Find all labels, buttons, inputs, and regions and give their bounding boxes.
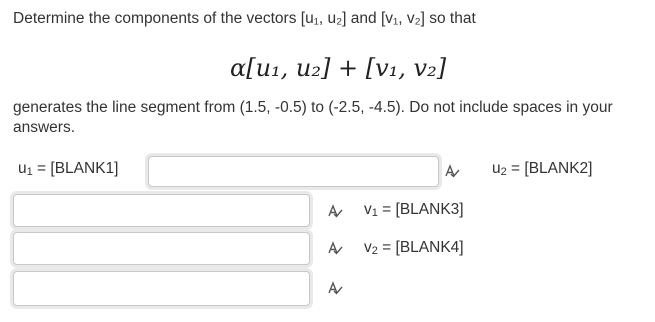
formula-plus: +	[338, 54, 359, 82]
formula-u-vector: [u₁, u₂]	[246, 54, 331, 82]
formula-v-vector: [v₁, v₂]	[365, 54, 447, 82]
u1-label: $u_1$ = [BLANK1]	[18, 160, 119, 178]
math-symbol-check-icon[interactable]	[327, 240, 343, 256]
math-symbol-check-icon[interactable]	[327, 203, 343, 219]
math-symbol-check-icon[interactable]	[327, 280, 343, 296]
formula-alpha: α	[230, 54, 247, 82]
u2-label: $u_2$ = [BLANK2]	[492, 160, 593, 178]
v1-label: $v_1$ = [BLANK3]	[364, 201, 464, 219]
blank1-input[interactable]	[148, 156, 439, 187]
blank2-input[interactable]	[13, 194, 310, 227]
vector-formula	[230, 54, 446, 82]
blank3-input[interactable]	[13, 232, 310, 265]
v2-label: $v_2$ = [BLANK4]	[364, 239, 464, 257]
math-symbol-check-icon[interactable]	[444, 163, 460, 179]
blank4-input[interactable]	[13, 271, 310, 306]
question-prompt: Determine the components of the vectors [u₁, u₂] and [v₁, v₂] so that	[13, 10, 476, 27]
question-instruction: generates the line segment from (1.5, -0.5) to (-2.5, -4.5). Do not include spaces in your answers.	[13, 99, 613, 136]
